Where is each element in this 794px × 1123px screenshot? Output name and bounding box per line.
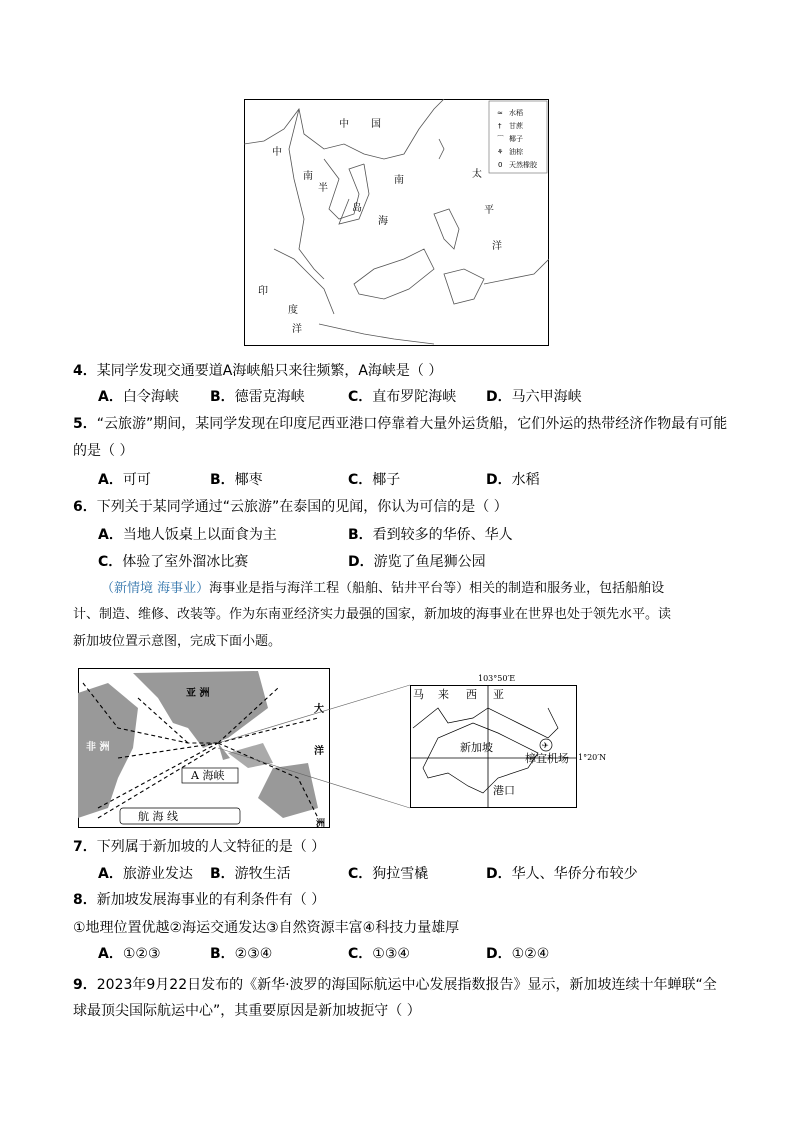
southeast-asia-crops-map — [244, 99, 549, 346]
q5-option-b[interactable]: B．椰枣 — [210, 472, 263, 488]
q4-option-d[interactable]: D．马六甲海峡 — [486, 389, 582, 405]
q4-option-b[interactable]: B．德雷克海峡 — [210, 389, 305, 405]
singapore-location-map — [78, 668, 628, 830]
q6-option-c[interactable]: C．体验了室外溜冰比赛 — [98, 554, 249, 570]
q5-option-c[interactable]: C．椰子 — [348, 472, 401, 488]
map1-legend — [489, 101, 547, 173]
q4-option-a[interactable]: A．白令海峡 — [98, 389, 179, 405]
svg-text:⌒: ⌒ — [497, 135, 504, 143]
map-label: 海 — [378, 216, 388, 227]
oceania-label: 洲 — [316, 819, 326, 829]
svg-text:0: 0 — [498, 161, 503, 169]
map-label: 度 — [288, 305, 298, 316]
legend-coconut: 椰子 — [509, 135, 523, 143]
q7-option-d[interactable]: D．华人、华侨分布较少 — [486, 866, 638, 882]
svg-text:≈: ≈ — [497, 109, 503, 117]
q8-option-a[interactable]: A．①②③ — [98, 946, 161, 962]
q8-option-b[interactable]: B．②③④ — [210, 946, 273, 962]
map-label: 国 — [371, 119, 381, 130]
map-label: 中 — [272, 147, 282, 158]
map-label: 岛 — [352, 203, 362, 214]
q4-option-c[interactable]: C．直布罗陀海峡 — [348, 389, 457, 405]
question-9: 9．2023年9月22日发布的《新华·波罗的海国际航运中心发展指数报告》显示，新加坡连续十年蝉联“全 — [73, 977, 717, 993]
malaysia-label: 西 — [466, 688, 477, 701]
malaysia-label: 马 — [413, 688, 424, 701]
question-7: 7．下列属于新加坡的人文特征的是（ ） — [73, 839, 326, 855]
airport-label: 樟宜机场 — [525, 752, 569, 765]
q6-option-b[interactable]: B．看到较多的华侨、华人 — [348, 527, 513, 543]
question-8: 8．新加坡发展海事业的有利条件有（ ） — [73, 892, 326, 908]
q8-option-c[interactable]: C．①③④ — [348, 946, 410, 962]
map-label: 平 — [484, 205, 494, 216]
intro-line-2: 计、制造、维修、改装等。作为东南亚经济实力最强的国家，新加坡的海事业在世界也处于领先水平。读 — [73, 607, 672, 622]
question-5-cont: 的是（ ） — [73, 443, 134, 459]
port-label: 港口 — [493, 784, 515, 797]
question-4: 4．某同学发现交通要道A海峡船只来往频繁，A海峡是（ ） — [73, 363, 443, 379]
svg-text:⚘: ⚘ — [497, 148, 504, 156]
q6-option-d[interactable]: D．游览了鱼尾狮公园 — [348, 554, 486, 570]
q6-option-a[interactable]: A．当地人饭桌上以面食为主 — [98, 527, 277, 543]
legend-rubber: 天然橡胶 — [509, 161, 537, 169]
map-label: 南 — [303, 171, 313, 182]
q7-option-c[interactable]: C．狗拉雪橇 — [348, 866, 429, 882]
asia-label: 亚 洲 — [186, 688, 210, 699]
shipping-route-legend: 航 海 线 — [138, 810, 178, 823]
pacific-label: 大 — [314, 704, 324, 715]
question-9-cont: 球最顶尖国际航运中心”，其重要原因是新加坡扼守（ ） — [73, 1003, 421, 1019]
latitude-label: 1°20′N — [578, 753, 607, 762]
question-6: 6．下列关于某同学通过“云旅游”在泰国的见闻，你认为可信的是（ ） — [73, 499, 508, 515]
map-label: 太 — [472, 169, 482, 180]
map-label: 中 — [339, 119, 349, 130]
svg-text:✈: ✈ — [542, 741, 549, 750]
map-label: 洋 — [492, 241, 502, 252]
intro-line-1: （新情境 海事业）海事业是指与海洋工程（船舶、钻井平台等）相关的制造和服务业，包括船舶设 — [101, 581, 665, 596]
map-label: 南 — [394, 175, 404, 186]
q7-option-a[interactable]: A．旅游业发达 — [98, 866, 193, 882]
question-5: 5．“云旅游”期间，某同学发现在印度尼西亚港口停靠着大量外运货船，它们外运的热带经济作物最有可能 — [73, 416, 728, 432]
pacific-label-2: 洋 — [314, 746, 324, 757]
longitude-label: 103°50′E — [478, 674, 516, 683]
intro-line-3: 新加坡位置示意图，完成下面小题。 — [73, 634, 282, 649]
singapore-label: 新加坡 — [460, 741, 493, 754]
africa-label: 非 洲 — [86, 742, 110, 753]
malaysia-label: 亚 — [493, 688, 504, 701]
map-label: 半 — [318, 183, 328, 194]
map-label: 洋 — [292, 324, 302, 335]
malaysia-label: 来 — [438, 688, 449, 701]
legend-oil-palm: 油棕 — [509, 148, 523, 156]
question-8-conditions: ①地理位置优越②海运交通发达③自然资源丰富④科技力量雄厚 — [73, 920, 460, 936]
q5-option-a[interactable]: A．可可 — [98, 472, 151, 488]
q7-option-b[interactable]: B．游牧生活 — [210, 866, 291, 882]
legend-rice: 水稻 — [509, 109, 523, 117]
q8-option-d[interactable]: D．①②④ — [486, 946, 550, 962]
svg-text:†: † — [498, 122, 502, 130]
legend-sugarcane: 甘蔗 — [509, 122, 523, 130]
map-label: 印 — [258, 286, 268, 297]
q5-option-d[interactable]: D．水稻 — [486, 472, 540, 488]
strait-a-label: A 海峡 — [191, 769, 225, 782]
